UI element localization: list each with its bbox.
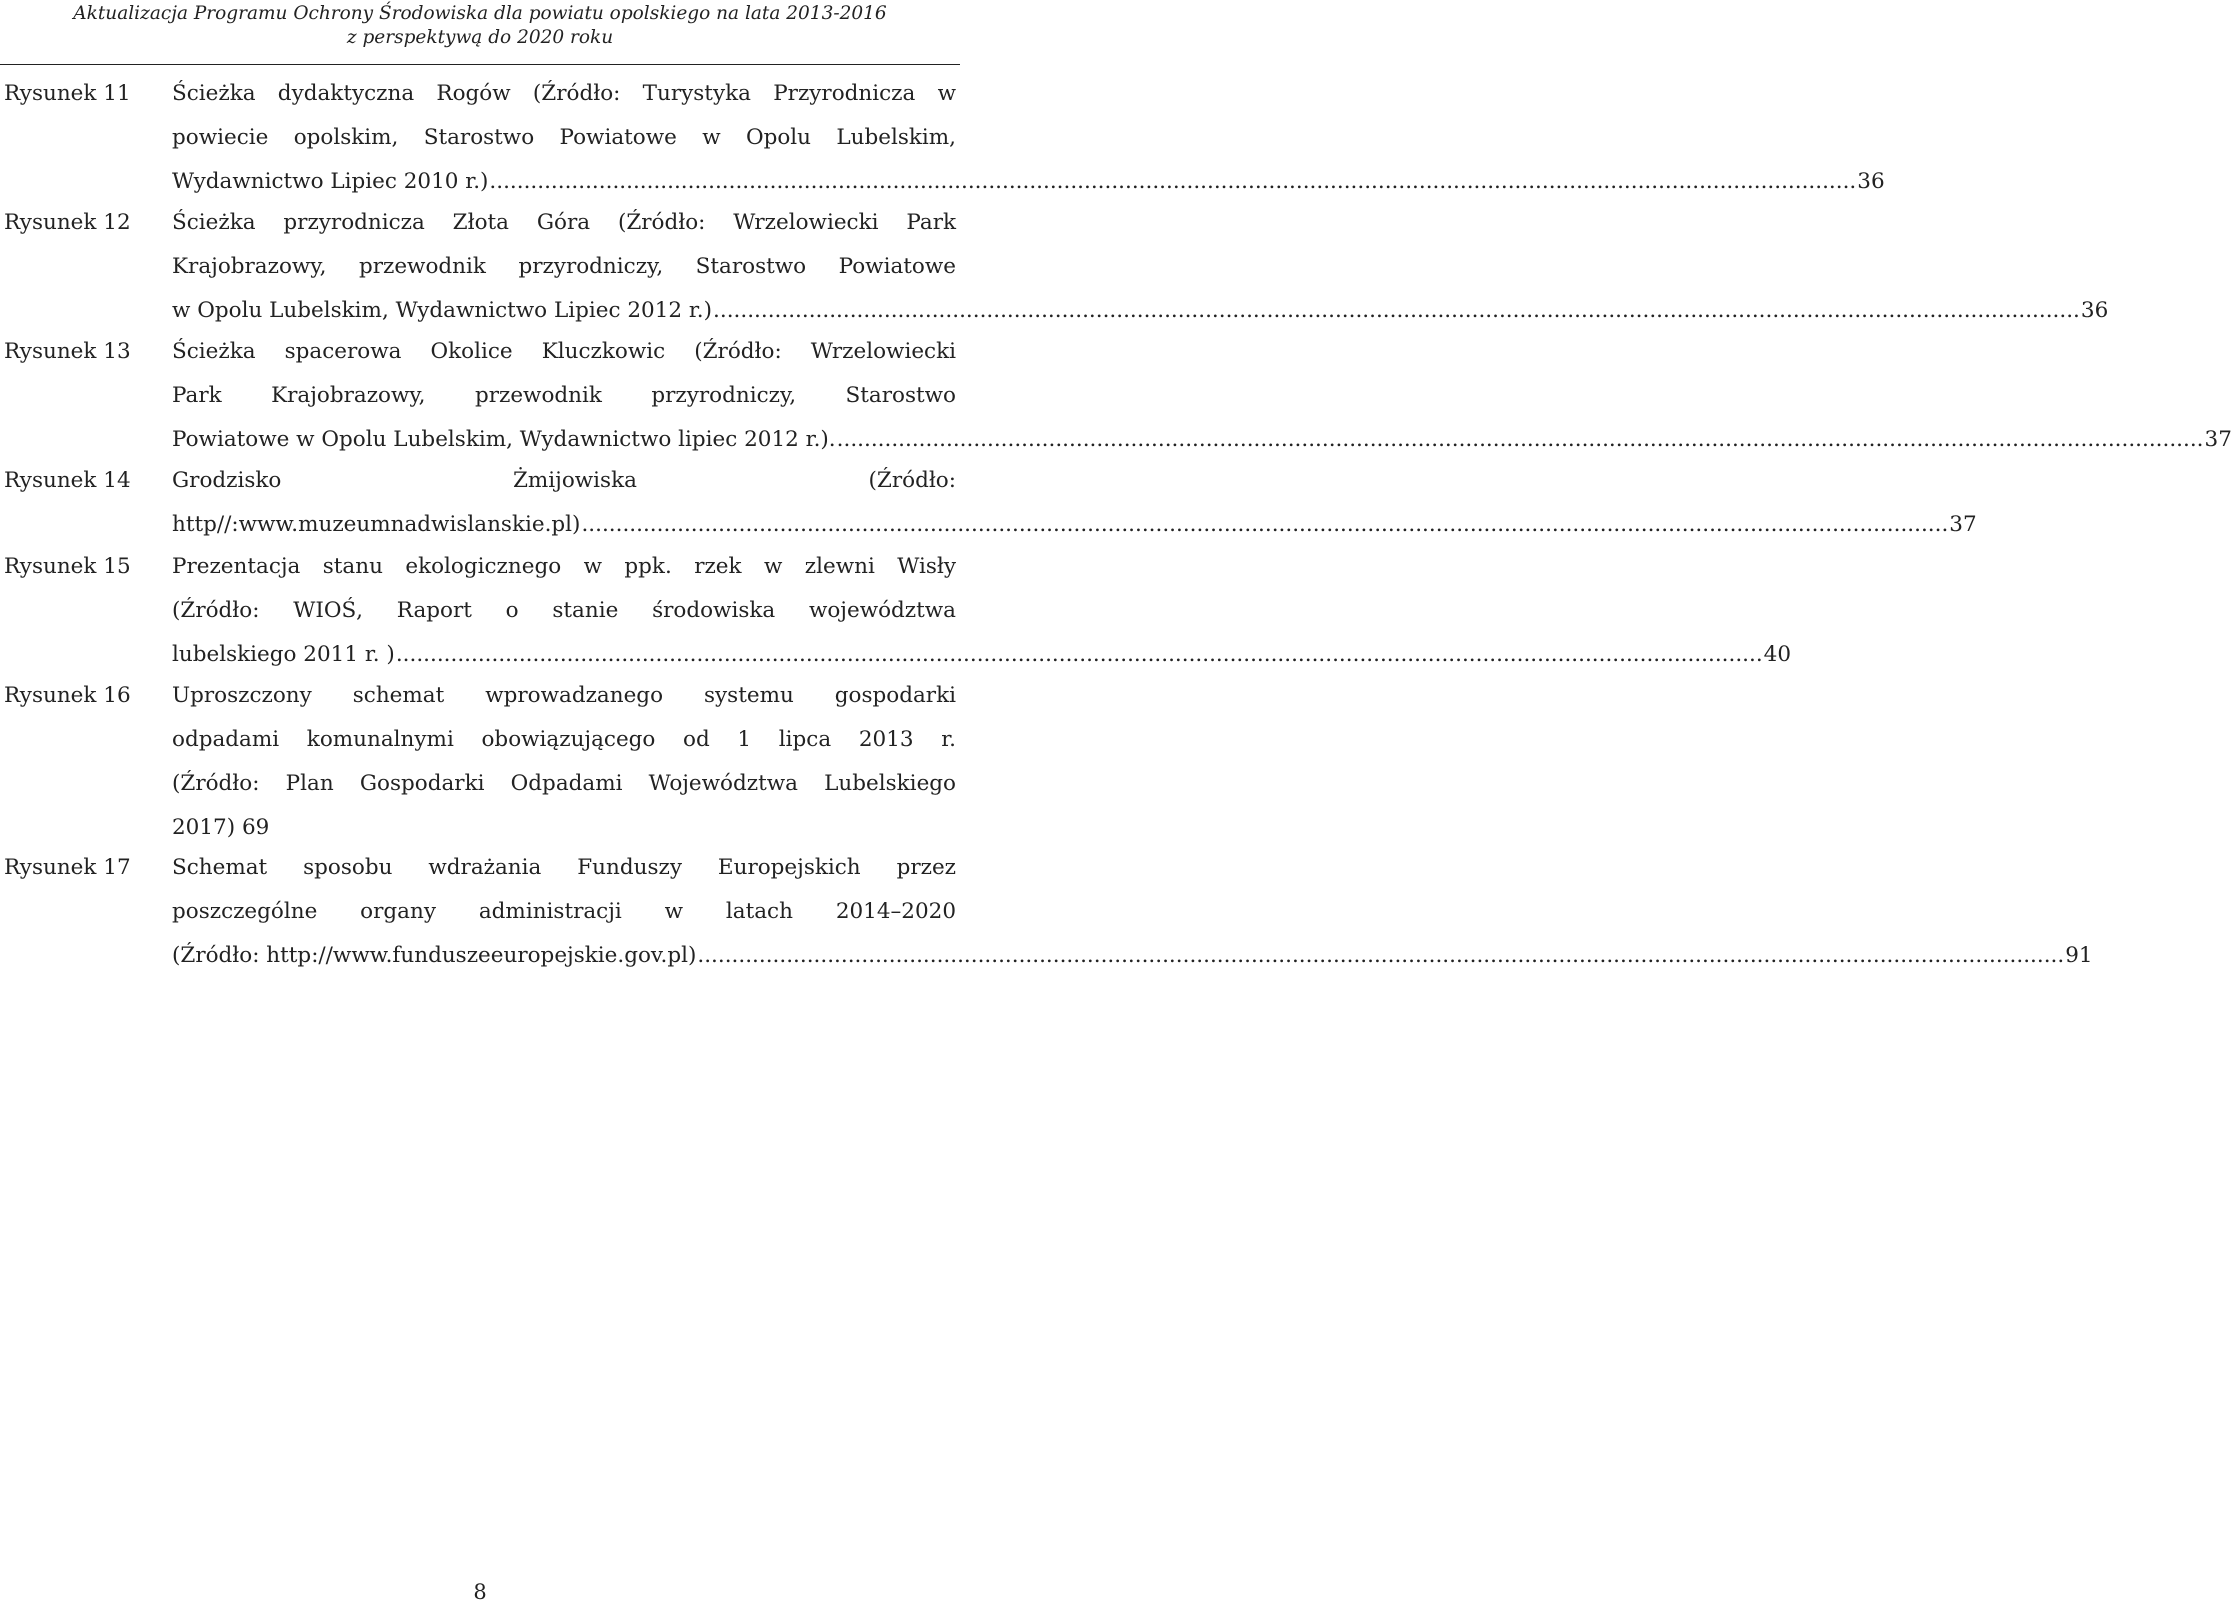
caption-last-line <box>172 160 1885 204</box>
caption-line: http//:www.muzeumnadwislanskie.pl) <box>172 512 581 537</box>
caption-line: w Opolu Lubelskim, Wydawnictwo Lipiec 2012 r.) <box>172 298 713 323</box>
figure-label: Rysunek 14 <box>4 468 131 493</box>
dot-leader: ........................................................................................................................................................................................................ <box>581 512 1949 537</box>
caption-line: Ścieżka spacerowa Okolice Kluczkowic (Źródło: Wrzelowiecki <box>172 339 956 364</box>
dot-leader: ........................................................................................................................................................................................................ <box>697 943 2065 968</box>
page-reference: 36 <box>2080 298 2109 323</box>
caption-line: Uproszczony schemat wprowadzanego systemu gospodarki <box>172 683 956 708</box>
caption-line: Krajobrazowy, przewodnik przyrodniczy, Starostwo Powiatowe <box>172 254 956 279</box>
header-line-2: z perspektywą do 2020 roku <box>346 27 614 48</box>
caption-line: powiecie opolskim, Starostwo Powiatowe w Opolu Lubelskim, <box>172 125 956 150</box>
toc-entry[interactable] <box>4 201 2109 333</box>
caption-line: 2017) 69 <box>172 815 270 840</box>
toc-entry[interactable] <box>4 459 1977 547</box>
caption-line: Powiatowe w Opolu Lubelskim, Wydawnictwo lipiec 2012 r.). <box>172 427 836 452</box>
page-reference: 40 <box>1763 642 1792 667</box>
header-rule <box>0 64 960 65</box>
caption-line: Prezentacja stanu ekologicznego w ppk. rzek w zlewni Wisły <box>172 554 956 579</box>
dot-leader: ........................................................................................................................................................................................................ <box>395 642 1763 667</box>
toc-entry[interactable] <box>4 545 1792 677</box>
figure-label: Rysunek 12 <box>4 210 131 235</box>
page-number: 8 <box>473 1580 487 1604</box>
toc-entry[interactable] <box>4 674 956 850</box>
caption-line: lubelskiego 2011 r. ) <box>172 642 395 667</box>
caption-last-line <box>172 633 1792 677</box>
figure-label: Rysunek 17 <box>4 855 131 880</box>
figure-label: Rysunek 15 <box>4 554 131 579</box>
running-header <box>0 2 960 50</box>
caption-line: Wydawnictwo Lipiec 2010 r.) <box>172 169 489 194</box>
toc-entry[interactable] <box>4 846 2093 978</box>
figure-label: Rysunek 16 <box>4 683 131 708</box>
page-reference: 91 <box>2065 943 2093 968</box>
toc-entry[interactable] <box>4 330 2232 462</box>
caption-line: Ścieżka przyrodnicza Złota Góra (Źródło: Wrzelowiecki Park <box>172 210 956 235</box>
caption-line: poszczególne organy administracji w latach 2014–2020 <box>172 899 956 924</box>
caption-line: (Źródło: Plan Gospodarki Odpadami Województwa Lubelskiego <box>172 771 956 796</box>
caption-line: Ścieżka dydaktyczna Rogów (Źródło: Turystyka Przyrodnicza w <box>172 81 956 106</box>
page-reference: 37 <box>2204 427 2232 452</box>
toc-entry[interactable] <box>4 72 1885 204</box>
dot-leader: ........................................................................................................................................................................................................ <box>836 427 2204 452</box>
caption-last-line <box>172 934 2093 978</box>
page-reference: 37 <box>1949 512 1977 537</box>
caption-line: Schemat sposobu wdrażania Funduszy Europejskich przez <box>172 855 956 880</box>
figure-label: Rysunek 13 <box>4 339 131 364</box>
caption-line: odpadami komunalnymi obowiązującego od 1 lipca 2013 r. <box>172 727 956 752</box>
dot-leader: ........................................................................................................................................................................................................ <box>489 169 1857 194</box>
caption-last-line <box>172 289 2109 333</box>
caption-line: (Źródło: WIOŚ, Raport o stanie środowiska województwa <box>172 598 956 623</box>
page-reference: 36 <box>1857 169 1885 194</box>
figure-label: Rysunek 11 <box>4 81 131 106</box>
caption-last-line <box>172 418 2232 462</box>
caption-line: (Źródło: http://www.funduszeeuropejskie.gov.pl) <box>172 943 697 968</box>
caption-last-line <box>172 503 1977 547</box>
caption-line: Park Krajobrazowy, przewodnik przyrodniczy, Starostwo <box>172 383 956 408</box>
header-line-1: Aktualizacja Programu Ochrony Środowiska dla powiatu opolskiego na lata 2013-2016 <box>73 3 887 24</box>
caption-line: Grodzisko Żmijowiska (Źródło: <box>172 468 956 493</box>
dot-leader: ........................................................................................................................................................................................................ <box>713 298 2080 323</box>
